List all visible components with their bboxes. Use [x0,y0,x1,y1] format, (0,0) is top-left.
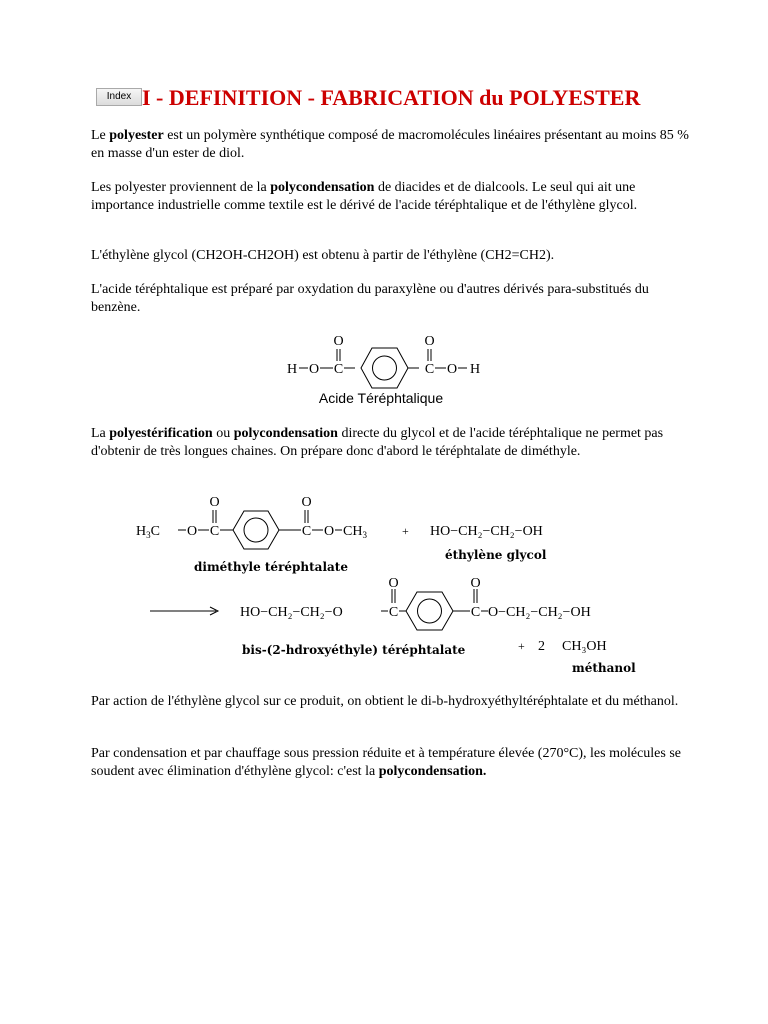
plus-sign: + [402,524,409,538]
methanol-label: méthanol [572,661,636,675]
atom-c: C [424,362,435,377]
atom-c: C [333,362,344,377]
figure-caption: Acide Téréphtalique [318,390,444,406]
page-title: I - DEFINITION - FABRICATION du POLYESTER [142,85,641,110]
paragraph-polycondensation: Par condensation et par chauffage sous pression réduite et à température élevée (270°C), les molécules se soudent avec élimination d'éthylène glycol: c'est la polycondensation. [91,746,682,779]
atom-o: O [388,576,399,591]
index-button[interactable]: Index [96,88,142,106]
product-formula-left: HO−CH₂−CH₂−O [240,605,343,620]
atom-h: H [469,362,481,377]
atom-o: O [333,334,344,349]
methanol-coefficient: 2 [538,639,545,654]
paragraph-ethylene-glycol: L'éthylène glycol (CH2OH-CH2OH) est obtenu à partir de l'éthylène (CH2=CH2). [91,248,555,263]
glycol-label: éthylène glycol [445,548,547,562]
atom-o: O [308,362,320,377]
plus-sign: + [518,639,525,653]
paragraph-polyesterification: La polyestérification ou polycondensation directe du glycol et de l'acide téréphtalique ne permet pas d'obtenir de très longues chaines. On prépare donc d'abord le téréphtalate de diméthyle. [91,426,664,459]
formula-h3c: $H_3C$ [136,524,160,540]
methanol-formula: CH₃OH [562,639,607,654]
product-label: bis-(2-hdroxyéthyle) téréphtalate [242,643,466,657]
atom-h: H [286,362,298,377]
formula-ch3: $CH_3$ [343,524,367,540]
paragraph-definition: Le polyester est un polymère synthétique composé de macromolécules linéaires présentant au moins 85 % en masse d'un ester de diol. [91,128,689,161]
atom-o: O [424,334,435,349]
product-formula-right: O−CH₂−CH₂−OH [488,605,591,620]
atom-o: O [470,576,481,591]
atom-o: O [446,362,458,377]
atom-c: C [209,524,220,539]
terephthalic-acid-structure [280,327,500,409]
dmt-label: diméthyle téréphtalate [194,560,348,574]
paragraph-origin: Les polyester proviennent de la polycondensation de diacides et de dialcools. Le seul qui ait une importance industrielle comme textile est le dérivé de l'acide téréphtalique et de l'éthylène glycol. [91,180,638,213]
paragraph-reaction: Par action de l'éthylène glycol sur ce produit, on obtient le di-b-hydroxyéthyltéréphtalate et du méthanol. [91,694,679,709]
atom-c: C [301,524,312,539]
atom-o: O [323,524,335,539]
atom-c: C [470,605,481,620]
reaction-scheme [130,490,650,685]
atom-c: C [388,605,399,620]
atom-o: O [301,495,312,510]
ethylene-glycol-formula: HO−CH₂−CH₂−OH [430,524,543,539]
atom-o: O [209,495,220,510]
atom-o: O [186,524,198,539]
paragraph-terephthalic-acid: L'acide téréphtalique est préparé par oxydation du paraxylène ou d'autres dérivés para-substitués du benzène. [91,282,649,315]
